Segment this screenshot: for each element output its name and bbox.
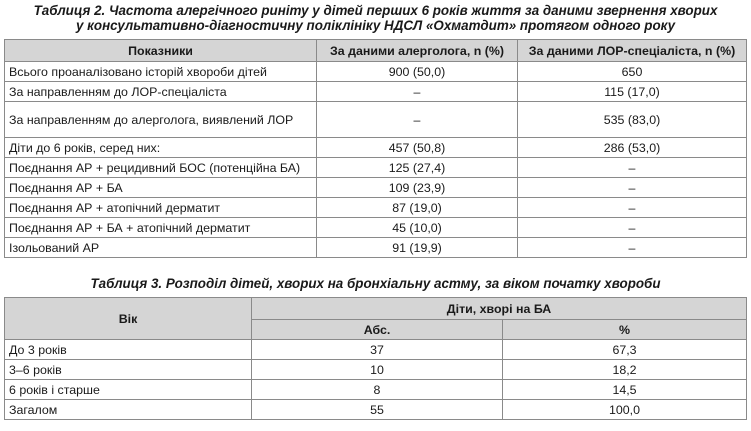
row-label: Всього проаналізовано історій хвороби дітей — [5, 62, 317, 82]
abs-value: 8 — [252, 380, 503, 400]
allergist-value: 91 (19,9) — [317, 238, 518, 258]
row-label: Поєднання АР + БА + атопічний дерматит — [5, 218, 317, 238]
allergist-value: 87 (19,0) — [317, 198, 518, 218]
row-label: Діти до 6 років, серед них: — [5, 138, 317, 158]
table2-header-allergist: За даними алерголога, n (%) — [317, 40, 518, 62]
row-label: Поєднання АР + рецидивний БОС (потенційна БА) — [5, 158, 317, 178]
table-row — [5, 178, 747, 198]
table3-header-group: Діти, хворі на БА — [252, 298, 747, 320]
ent-value: 535 (83,0) — [518, 102, 747, 138]
pct-value: 67,3 — [503, 340, 747, 360]
allergist-value: 45 (10,0) — [317, 218, 518, 238]
table2-header-ent: За даними ЛОР-спеціаліста, n (%) — [518, 40, 747, 62]
row-label: Поєднання АР + атопічний дерматит — [5, 198, 317, 218]
table-row — [5, 380, 747, 400]
allergist-value: – — [317, 82, 518, 102]
table3-header-row — [5, 298, 747, 320]
pct-value: 18,2 — [503, 360, 747, 380]
ent-value: – — [518, 218, 747, 238]
table-row — [5, 198, 747, 218]
table3-header-pct: % — [503, 320, 747, 340]
table3 — [4, 297, 747, 420]
table2-header-row — [5, 40, 747, 62]
table3-caption: Таблиця 3. Розподіл дітей, хворих на бронхіальну астму, за віком початку хвороби — [90, 276, 661, 291]
age-label: Загалом — [5, 400, 252, 420]
ent-value: – — [518, 198, 747, 218]
ent-value: 650 — [518, 62, 747, 82]
table3-header-age: Вік — [5, 298, 252, 340]
allergist-value: 457 (50,8) — [317, 138, 518, 158]
abs-value: 37 — [252, 340, 503, 360]
table-row — [5, 400, 747, 420]
table-row — [5, 218, 747, 238]
row-label: Поєднання АР + БА — [5, 178, 317, 198]
allergist-value: 125 (27,4) — [317, 158, 518, 178]
table2 — [4, 39, 747, 258]
table2-caption — [0, 3, 751, 33]
ent-value: – — [518, 158, 747, 178]
table3-header-abs: Абс. — [252, 320, 503, 340]
table-row — [5, 138, 747, 158]
allergist-value: 900 (50,0) — [317, 62, 518, 82]
ent-value: 115 (17,0) — [518, 82, 747, 102]
table-row — [5, 360, 747, 380]
table-row — [5, 238, 747, 258]
table-row — [5, 340, 747, 360]
ent-value: – — [518, 238, 747, 258]
allergist-value: – — [317, 102, 518, 138]
table-row — [5, 62, 747, 82]
age-label: До 3 років — [5, 340, 252, 360]
age-label: 3–6 років — [5, 360, 252, 380]
pct-value: 100,0 — [503, 400, 747, 420]
pct-value: 14,5 — [503, 380, 747, 400]
table-row — [5, 158, 747, 178]
table2-caption-line2: у консультативно-діагностичну поліклініку НДСЛ «Охматдит» протягом одного року — [75, 18, 676, 33]
row-label: За направленням до алерголога, виявлений ЛОР — [5, 102, 317, 138]
row-label: За направленням до ЛОР-спеціаліста — [5, 82, 317, 102]
table-row — [5, 82, 747, 102]
age-label: 6 років і старше — [5, 380, 252, 400]
table-row — [5, 102, 747, 138]
ent-value: 286 (53,0) — [518, 138, 747, 158]
table2-caption-line1: Таблиця 2. Частота алергічного риніту у дітей перших 6 років життя за даними звернення хворих — [33, 3, 718, 18]
table2-header-indicators: Показники — [5, 40, 317, 62]
allergist-value: 109 (23,9) — [317, 178, 518, 198]
row-label: Ізольований АР — [5, 238, 317, 258]
abs-value: 55 — [252, 400, 503, 420]
abs-value: 10 — [252, 360, 503, 380]
ent-value: – — [518, 178, 747, 198]
